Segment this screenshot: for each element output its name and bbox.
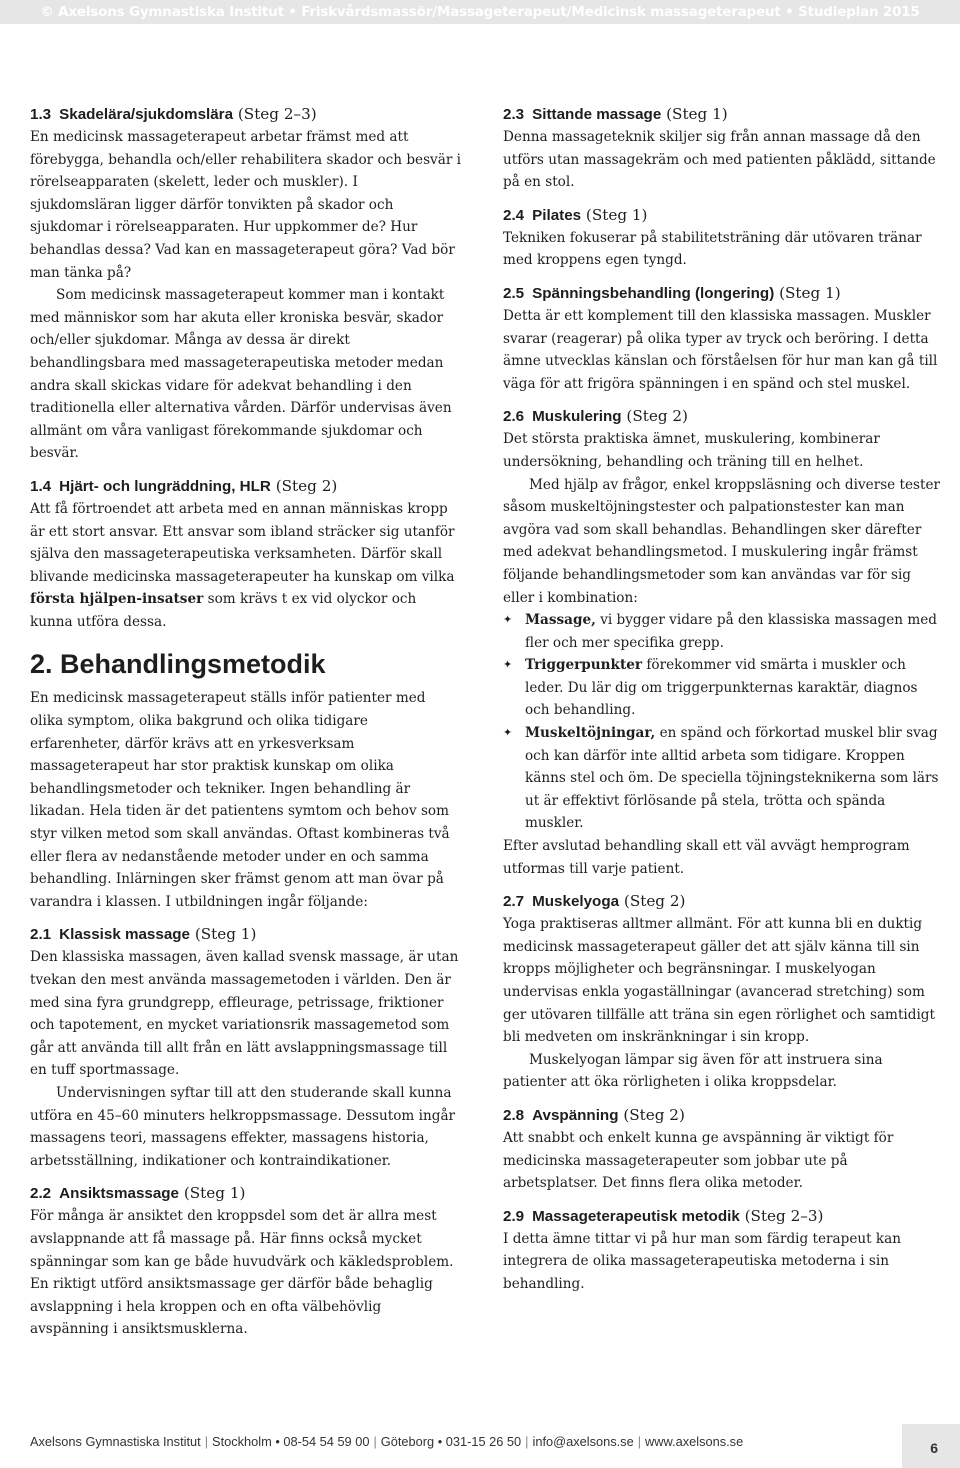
section-number: 2.7: [503, 893, 525, 911]
section-heading-2-9: [503, 1205, 943, 1228]
section-title: Muskelyoga: [532, 893, 620, 911]
bold-term: Muskeltöjningar,: [525, 725, 656, 742]
paragraph: Detta är ett komplement till den klassiska massagen. Muskler svarar (reagerar) på olika typer av tryck och beröring. I detta ämne utvecklas känslan och förståelsen för hur man kan gå till väga för att frigöra spänningen i en spänd och stel muskel.: [503, 307, 938, 392]
section-heading-2-7: [503, 890, 943, 913]
paragraph: Muskelyogan lämpar sig även för att instruera sina patienter att öka rörligheten i olika kroppsdelar.: [503, 1051, 883, 1091]
paragraph: Tekniken fokuserar på stabilitetsträning där utövaren tränar med kroppens egen tyngd.: [503, 229, 922, 269]
chapter-heading: 2. Behandlingsmetodik: [30, 649, 326, 680]
section-number: 2.9: [503, 1207, 525, 1225]
section-number: 2.3: [503, 106, 525, 123]
section-step: (Steg 2): [626, 407, 688, 426]
section-number: 1.3: [30, 106, 52, 123]
footer-separator: |: [204, 1434, 209, 1449]
section-step: (Steg 1): [779, 283, 841, 302]
footer-goteborg: Göteborg • 031-15 26 50: [380, 1434, 522, 1449]
section-step: (Steg 2–3): [744, 1206, 824, 1225]
section-title: Ansiktsmassage: [59, 1185, 180, 1203]
section-heading-2-5: [503, 282, 943, 305]
section-number: 2.2: [30, 1185, 52, 1203]
section-title: Spänningsbehandling (longering): [532, 284, 775, 302]
item-text: en spänd och förkortad muskel blir svag och kan därför inte alltid arbeta som tidigare. Kroppen känns stel och öm. De speciella töjningsteknikerna som lärs ut är effektivt förlösande på stela, trötta och spända muskler.: [525, 725, 939, 832]
section-heading-2-1: [30, 923, 462, 946]
paragraph: För många är ansiktet den kroppsdel som det är allra mest avslappnande att få massage på. Här finns också mycket spänningar som kan ge både huvudvärk och käkledsproblem. En riktigt utförd ansiktsmassage ger därför både behaglig avslappning i hela kroppen och en ofta välbehövlig avspänning i ansiktsmusklerna.: [30, 1208, 454, 1338]
paragraph: Den klassiska massagen, även kallad svensk massage, är utan tvekan den mest använda massagemetoden i världen. Den är med sina fyra grundgrepp, effleurage, petrissage, friktioner och tapotement, en mycket variationsrik massagemetod som går att använda till allt från en lätt avslappningsmassage till en tuff sportmassage.: [30, 949, 459, 1079]
bullet-icon: ✦: [503, 658, 513, 672]
left-column: [30, 103, 462, 1341]
text-run: som krävs t ex vid olyckor och kunna utföra dessa.: [30, 591, 417, 630]
section-title: Klassisk massage: [59, 926, 190, 944]
footer-separator: |: [637, 1434, 642, 1449]
list-item: [503, 722, 943, 835]
bold-term: Triggerpunkter: [525, 657, 643, 674]
footer-separator: |: [525, 1434, 529, 1449]
paragraph: Efter avslutad behandling skall ett väl avvägt hemprogram utformas till varje patient.: [503, 838, 910, 877]
paragraph: Undervisningen syftar till att den studerande skall kunna utföra en 45–60 minuters helkroppsmassage. Dessutom ingår massagens teori, massagens effekter, massagens historia, arbetsställning, indikationer och kontraindikationer.: [30, 1084, 456, 1169]
section-step: (Steg 1): [585, 205, 648, 224]
bullet-icon: ✦: [503, 726, 513, 740]
section-step: (Steg 1): [194, 925, 257, 944]
section-step: (Steg 1): [183, 1184, 246, 1203]
page-header: © Axelsons Gymnastiska Institut • Friskvårdsmassör/Massageterapeut/Medicinsk massageterapeut • Studieplan 2015: [0, 0, 960, 24]
section-step: (Steg 1): [666, 105, 728, 123]
footer-org: Axelsons Gymnastiska Institut: [30, 1434, 201, 1449]
bold-term: första hjälpen-insatser: [30, 591, 204, 608]
item-text: vi bygger vidare på den klassiska massagen med fler och mer specifika grepp.: [525, 612, 937, 651]
section-step: (Steg 2): [275, 476, 338, 495]
list-item: [503, 609, 943, 654]
section-number: 2.1: [30, 926, 52, 944]
section-heading-2-3: [503, 103, 943, 126]
section-number: 2.5: [503, 284, 525, 302]
section-step: (Steg 2–3): [237, 105, 317, 123]
section-heading-2-6: [503, 405, 943, 428]
section-number: 2.6: [503, 408, 525, 426]
right-column: [503, 103, 943, 1296]
section-title: Massageterapeutisk metodik: [532, 1207, 740, 1225]
method-list: [503, 609, 943, 835]
section-heading-1-3: [30, 103, 462, 126]
list-item: [503, 654, 943, 722]
section-title: Pilates: [532, 206, 582, 224]
paragraph: Denna massageteknik skiljer sig från annan massage då den utförs utan massagekräm och med patienten påklädd, sittande på en stol.: [503, 129, 936, 191]
paragraph: Det största praktiska ämnet, muskulering, kombinerar undersökning, behandling och träning till en helhet.: [503, 431, 880, 470]
footer-separator: |: [373, 1434, 377, 1449]
section-step: (Steg 2): [623, 1105, 685, 1124]
section-number: 2.4: [503, 206, 525, 224]
footer-stockholm: Stockholm • 08-54 54 59 00: [212, 1434, 370, 1449]
paragraph: Yoga praktiseras alltmer allmänt. För att kunna bli en duktig medicinsk massageterapeut gäller det att själv känna till sin kropps möjligheter och begränsningar. I muskelyogan undervisas enkla yogaställningar (avancerad stretching) som ger utövaren tillfälle att träna sin egen rörlighet och samtidigt bli medveten om inskränkningar i sin kropp.: [503, 916, 935, 1046]
text-run: Att få förtroendet att arbeta med en annan människas kropp är ett stort ansvar. Ett ansvar som ibland sträcker sig utanför själva den massageterapeutiska verksamheten. Därför skall blivande medicinska massageterapeuter ha kunskap om vilka: [30, 500, 455, 585]
section-heading-2-4: [503, 204, 943, 227]
section-number: 2.8: [503, 1106, 525, 1124]
page-footer: [0, 1424, 960, 1468]
section-title: Muskulering: [532, 408, 622, 426]
paragraph: [30, 498, 462, 634]
section-title: Sittande massage: [532, 106, 662, 123]
section-title: Avspänning: [532, 1106, 619, 1124]
bullet-icon: ✦: [503, 613, 513, 627]
footer-email-link[interactable]: info@axelsons.se: [532, 1434, 634, 1449]
paragraph: Att snabbt och enkelt kunna ge avspänning är viktigt för medicinska massageterapeuter som jobbar ute på arbetsplatser. Det finns flera olika metoder.: [503, 1129, 894, 1192]
section-step: (Steg 2): [623, 892, 686, 911]
paragraph: Med hjälp av frågor, enkel kroppsläsning och diverse tester såsom muskeltöjningstester och palpationstester kan man avgöra vad som skall behandlas. Behandlingen sker därefter med adekvat behandlingsmetod. I muskulering ingår främst följande behandlingsmetoder som kan användas var för sig eller i kombination:: [503, 476, 941, 606]
section-title: Skadelära/sjukdomslära: [59, 106, 234, 123]
paragraph: Som medicinsk massageterapeut kommer man i kontakt med människor som har akuta eller kroniska besvär, skador och/eller sjukdomar. Många av dessa är direkt behandlingsbara med massageterapeutiska metoder medan andra skall skickas vidare för adekvat behandling i den traditionella eller alternativa vården. Därför undervisas även allmänt om våra vanligast förekommande sjukdomar och besvär.: [30, 287, 452, 462]
bold-term: Massage,: [525, 612, 596, 629]
section-heading-2-8: [503, 1104, 943, 1127]
footer-contact: [30, 1434, 743, 1449]
section-number: 1.4: [30, 477, 52, 495]
page-number: 6: [930, 1440, 938, 1456]
paragraph: En medicinsk massageterapeut arbetar främst med att förebygga, behandla och/eller rehabilitera skador och besvär i rörelseapparaten (skelett, leder och muskler). I sjukdomsläran ligger därför tonvikten på skador och sjukdomar i rörelseapparaten. Hur uppkommer de? Hur behandlas dessa? Vad kan en massageterapeut göra? Vad bör man tänka på?: [30, 129, 462, 281]
paragraph: I detta ämne tittar vi på hur man som färdig terapeut kan integrera de olika massageterapeutiska metoderna i sin behandling.: [503, 1230, 902, 1292]
item-text: förekommer vid smärta i muskler och leder. Du lär dig om triggerpunkternas karaktär, diagnos och behandling.: [525, 657, 918, 719]
section-heading-1-4: [30, 475, 462, 498]
section-title: Hjärt- och lungräddning, HLR: [59, 477, 271, 495]
section-heading-2-2: [30, 1182, 462, 1205]
footer-web-link[interactable]: www.axelsons.se: [645, 1434, 744, 1449]
paragraph: En medicinsk massageterapeut ställs inför patienter med olika symptom, olika bakgrund och olika tidigare erfarenheter, därför krävs att en yrkesverksam massageterapeut har stor praktisk kunskap om olika behandlingsmetoder och tekniker. Ingen behandling är likadan. Hela tiden är det patientens symtom och behov som styr vilken metod som skall användas. Oftast kombineras två eller flera av nedanstående metoder under en och samma behandling. Inlärningen sker främst genom att man övar på varandra i klassen. I utbildningen ingår följande:: [30, 690, 450, 910]
